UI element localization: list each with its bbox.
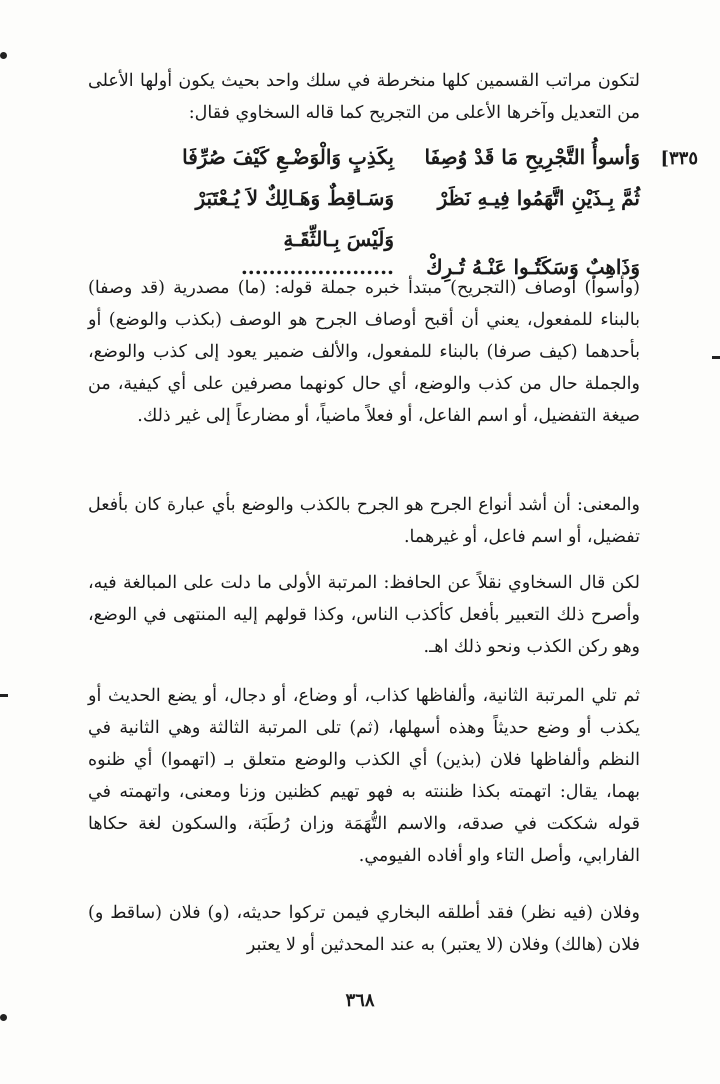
scan-mark <box>0 52 7 59</box>
commentary-paragraph: ثم تلي المرتبة الثانية، وألفاظها كذاب، أو وضاع، أو دجال، أو يضع الحديث أو يكذب أو وضع حديثاً وهذه أسهلها، (ثم) تلى المرتبة الثالثة وهي الثانية في النظم وألفاظها فلان (بذين) أي الكذب والوضع متعلق بـ (اتهموا) أي ظنوه بهما، يقال: اتهمته بكذا ظننته به فهو تهيم كظنين وزنا ومعنى، واتهمته في قوله شككت في صدقه، والاسم التُّهَمَة وزان رُطَبَة، والسكون لغة حكاها الفارابي، وأصل التاء واو أفاده الفيومي. <box>88 686 640 866</box>
commentary-paragraph: وفلان (فيه نظر) فقد أطلقه البخاري فيمن تركوا حديثه، (و) فلان (ساقط و) فلان (هالك) وفلان (لا يعتبر) به عند المحدثين أو لا يعتبر <box>88 903 640 955</box>
verse-hemistich-first: ثُمَّ بِـذَيْنِ اتَّهَمُوا فِيـهِ نَظَرْ <box>437 186 640 210</box>
verse-line <box>156 143 640 171</box>
verse-hemistich-second: بِكَذِبٍ وَالْوَضْـعِ كَيْفَ صُرِّفَا <box>182 145 394 169</box>
scan-mark <box>712 356 720 359</box>
commentary-paragraph: (وأسوأ) أوصاف (التجريح) مبتدأ خبره جملة قوله: (ما) مصدرية (قد وصفا) بالبناء للمفعول، يعني أن أقبح أوصاف الجرح هو الوصف (بكذب والوضع) أو بأحدهما (كيف صرفا) بالبناء للمفعول، والألف ضمير يعود إلى كذب والوضع، والجملة حال من كذب والوضع، أي حال كونهما مصرفين على أي كيفية، من صيغة التفضيل، أو اسم الفاعل، أو فعلاً ماضياً، أو مضارعاً إلى غير ذلك. <box>88 278 640 426</box>
verse-hemistich-first: وَأسوأُ التَّجْرِيحِ مَا قَدْ وُصِفَا <box>424 145 640 169</box>
commentary-paragraph: لكن قال السخاوي نقلاً عن الحافظ: المرتبة الأولى ما دلت على المبالغة فيه، وأصرح ذلك التعبير بأفعل كأكذب الناس، وكذا قولهم إليه المنتهى في الوضع، وهو ركن الكذب ونحو ذلك اهـ. <box>88 573 640 657</box>
commentary-paragraph: والمعنى: أن أشد أنواع الجرح هو الجرح بالكذب والوضع بأي عبارة كان بأفعل تفضيل، أو اسم فاعل، أو غيرهما. <box>88 495 640 547</box>
scan-mark <box>0 694 8 697</box>
verse-number: [٣٣٥ <box>660 148 698 169</box>
verse-line <box>156 184 640 212</box>
verse-hemistich-first: وَذَاهِبٌ وَسَكَتُـوا عَنْـهُ تُـرِكْ <box>426 255 640 279</box>
verse-hemistich-second: وَسَـاقِطٌ وَهَـالِكٌ لاَ يُـعْتَبَرْ <box>195 186 394 210</box>
scan-mark <box>0 1014 7 1021</box>
verse-hemistich-second: وَلَيْسَ بِـالثِّقَـةِ ...................... <box>240 227 394 279</box>
intro-paragraph: لتكون مراتب القسمين كلها منخرطة في سلك واحد بحيث يكون أولها الأعلى من التعديل وآخرها الأعلى من التجريح كما قاله السخاوي فقال: <box>88 71 640 123</box>
page-number: ٣٦٨ <box>345 990 375 1011</box>
